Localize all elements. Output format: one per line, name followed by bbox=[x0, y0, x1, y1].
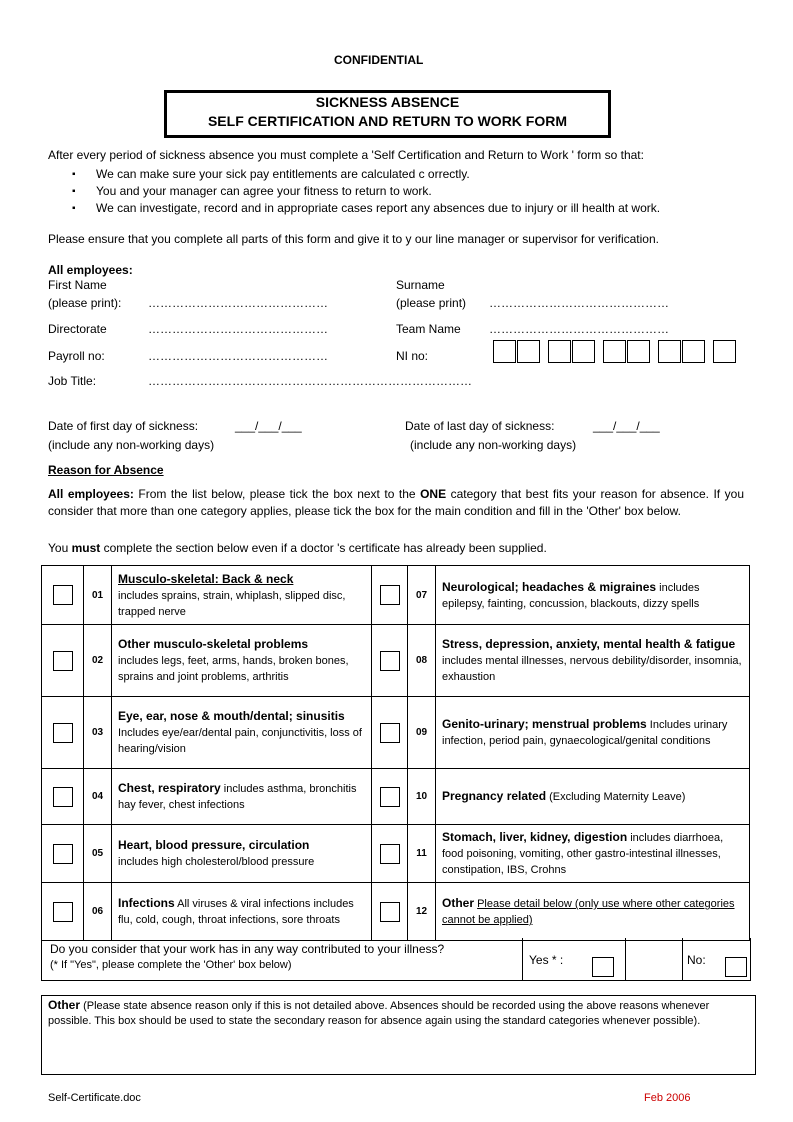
category-number: 03 bbox=[84, 697, 112, 769]
category-checkbox[interactable] bbox=[53, 585, 73, 605]
footer-filename: Self-Certificate.doc bbox=[48, 1092, 141, 1104]
table-row bbox=[42, 883, 750, 941]
category-description bbox=[112, 769, 372, 825]
payroll-field[interactable]: ……………………………………… bbox=[148, 349, 328, 363]
ni-digit-box[interactable] bbox=[493, 340, 516, 363]
contribution-question: Do you consider that your work has in any way contributed to your illness? bbox=[50, 942, 445, 956]
ni-digit-box[interactable] bbox=[627, 340, 650, 363]
category-description bbox=[112, 697, 372, 769]
ni-digit-box[interactable] bbox=[658, 340, 681, 363]
category-heading: Stomach, liver, kidney, digestion bbox=[442, 830, 628, 844]
category-heading: Other bbox=[442, 896, 475, 910]
table-row bbox=[42, 769, 750, 825]
checkbox-cell[interactable] bbox=[372, 883, 408, 941]
surname-field[interactable]: ……………………………………… bbox=[489, 296, 669, 310]
category-heading: Infections bbox=[118, 896, 175, 910]
work-contribution-row bbox=[41, 938, 751, 981]
checkbox-cell[interactable] bbox=[372, 769, 408, 825]
reason-instructions bbox=[48, 486, 744, 519]
category-description bbox=[436, 883, 750, 941]
category-number: 09 bbox=[408, 697, 436, 769]
ni-digit-box[interactable] bbox=[682, 340, 705, 363]
category-detail: includes mental illnesses, nervous debility/disorder, insomnia, exhaustion bbox=[442, 655, 742, 683]
last-day-note: (include any non-working days) bbox=[410, 438, 577, 452]
category-detail: Includes eye/ear/dental pain, conjunctivitis, loss of hearing/vision bbox=[118, 727, 362, 755]
checkbox-cell[interactable] bbox=[372, 566, 408, 625]
category-number: 10 bbox=[408, 769, 436, 825]
checkbox-cell[interactable] bbox=[372, 825, 408, 883]
last-day-field[interactable]: ___/___/___ bbox=[593, 419, 660, 433]
ni-label: NI no: bbox=[396, 349, 429, 363]
checkbox-cell[interactable] bbox=[372, 697, 408, 769]
category-checkbox[interactable] bbox=[380, 651, 400, 671]
reason-one: ONE bbox=[420, 487, 447, 501]
contribution-note: (* If "Yes", please complete the 'Other' box below) bbox=[50, 959, 292, 971]
ensure-text: Please ensure that you complete all parts of this form and give it to y our line manager or supervisor for verification. bbox=[48, 232, 659, 246]
divider bbox=[625, 938, 626, 980]
category-description bbox=[436, 697, 750, 769]
other-text: (Please state absence reason only if this is not detailed above. Absences should be recorded using the above reasons whenever possible. This box should be used to state the secondary reason for absence again using the standard categories whenever possible). bbox=[48, 1000, 710, 1027]
category-description bbox=[112, 825, 372, 883]
category-heading: Musculo-skeletal: Back & neck bbox=[118, 571, 294, 586]
last-day-label: Date of last day of sickness: bbox=[405, 419, 555, 433]
category-number: 04 bbox=[84, 769, 112, 825]
category-number: 06 bbox=[84, 883, 112, 941]
category-heading: Eye, ear, nose & mouth/dental; sinusitis bbox=[118, 709, 345, 723]
no-checkbox[interactable] bbox=[725, 957, 747, 977]
yes-checkbox[interactable] bbox=[592, 957, 614, 977]
team-name-field[interactable]: ……………………………………… bbox=[489, 322, 669, 336]
category-description bbox=[436, 566, 750, 625]
category-checkbox[interactable] bbox=[380, 902, 400, 922]
reason-lead: All employees: bbox=[48, 487, 134, 501]
form-title-line1: SICKNESS ABSENCE bbox=[315, 94, 460, 110]
checkbox-cell[interactable] bbox=[42, 769, 84, 825]
category-detail: Includes urinary infection, period pain, gynaecological/genital conditions bbox=[442, 719, 728, 747]
category-checkbox[interactable] bbox=[53, 787, 73, 807]
form-title-box bbox=[164, 90, 611, 138]
reasons-table bbox=[41, 565, 750, 941]
category-checkbox[interactable] bbox=[53, 651, 73, 671]
category-number: 01 bbox=[84, 566, 112, 625]
surname-label: Surname bbox=[396, 278, 445, 292]
table-row bbox=[42, 697, 750, 769]
category-number: 05 bbox=[84, 825, 112, 883]
must-text-3: complete the section below even if a doctor 's certificate has already been supplied. bbox=[100, 541, 547, 555]
category-number: 08 bbox=[408, 625, 436, 697]
checkbox-cell[interactable] bbox=[42, 625, 84, 697]
divider bbox=[522, 938, 523, 980]
category-number: 11 bbox=[408, 825, 436, 883]
first-name-label-print: (please print): bbox=[48, 296, 122, 310]
intro-bullets bbox=[60, 166, 660, 217]
team-name-label: Team Name bbox=[396, 322, 461, 336]
category-heading: Other musculo-skeletal problems bbox=[118, 637, 309, 651]
first-name-label: First Name bbox=[48, 278, 107, 292]
table-row bbox=[42, 625, 750, 697]
checkbox-cell[interactable] bbox=[42, 825, 84, 883]
other-reason-box[interactable] bbox=[41, 995, 756, 1075]
other-label: Other bbox=[48, 998, 81, 1012]
job-title-label: Job Title: bbox=[48, 374, 97, 388]
category-description bbox=[436, 625, 750, 697]
category-heading: Pregnancy related bbox=[442, 789, 547, 803]
intro-bullet: ▪ You and your manager can agree your fitness to return to work. bbox=[60, 183, 660, 200]
first-name-field[interactable]: ……………………………………… bbox=[148, 296, 328, 310]
category-detail: includes diarrhoea, food poisoning, vomiting, other gastro-intestinal illnesses, constipation, IBS, Crohns bbox=[442, 832, 724, 876]
category-heading: Genito-urinary; menstrual problems bbox=[442, 717, 647, 731]
category-description bbox=[436, 825, 750, 883]
category-number: 02 bbox=[84, 625, 112, 697]
must-text-bold: must bbox=[71, 541, 101, 555]
directorate-label: Directorate bbox=[48, 322, 107, 336]
job-title-field[interactable]: ……………………………………………………………………… bbox=[148, 374, 472, 388]
form-title-line2: SELF CERTIFICATION AND RETURN TO WORK FORM bbox=[207, 113, 568, 129]
first-day-field[interactable]: ___/___/___ bbox=[235, 419, 302, 433]
ni-digit-box[interactable] bbox=[517, 340, 540, 363]
checkbox-cell[interactable] bbox=[42, 697, 84, 769]
reason-text2: category that best fits your reason for absence. If you consider that more than one category applies, please tick the box for the main condition and fill in the 'Other' box below. bbox=[48, 487, 744, 518]
category-detail: Please detail below (only use where other categories cannot be applied) bbox=[442, 898, 735, 926]
category-heading: Stress, depression, anxiety, mental health & fatigue bbox=[442, 637, 736, 651]
confidential-label: CONFIDENTIAL bbox=[334, 53, 424, 67]
table-row bbox=[42, 825, 750, 883]
checkbox-cell[interactable] bbox=[372, 625, 408, 697]
category-number: 07 bbox=[408, 566, 436, 625]
first-day-label: Date of first day of sickness: bbox=[48, 419, 199, 433]
ni-digit-box[interactable] bbox=[713, 340, 736, 363]
category-checkbox[interactable] bbox=[53, 723, 73, 743]
category-heading: Heart, blood pressure, circulation bbox=[118, 838, 310, 852]
category-detail: includes legs, feet, arms, hands, broken bones, sprains and joint problems, arthritis bbox=[118, 655, 349, 683]
category-description bbox=[436, 769, 750, 825]
category-checkbox[interactable] bbox=[53, 902, 73, 922]
directorate-field[interactable]: ……………………………………… bbox=[148, 322, 328, 336]
category-detail: includes high cholesterol/blood pressure bbox=[118, 856, 315, 868]
ni-digit-box[interactable] bbox=[572, 340, 595, 363]
category-detail: includes epilepsy, fainting, concussion, blackouts, dizzy spells bbox=[442, 581, 700, 610]
category-checkbox[interactable] bbox=[53, 844, 73, 864]
category-detail: includes asthma, bronchitis hay fever, chest infections bbox=[118, 783, 357, 811]
category-detail: All viruses & viral infections includes flu, cold, cough, throat infections, sore throats bbox=[118, 898, 354, 926]
table-row bbox=[42, 566, 750, 625]
category-description bbox=[112, 625, 372, 697]
intro-text: After every period of sickness absence you must complete a 'Self Certification and Return to Work ' form so that: bbox=[48, 148, 644, 162]
category-heading: Chest, respiratory bbox=[118, 781, 221, 795]
must-complete-text bbox=[48, 541, 547, 555]
category-checkbox[interactable] bbox=[380, 787, 400, 807]
first-day-note: (include any non-working days) bbox=[48, 438, 215, 452]
intro-bullet: ▪ We can make sure your sick pay entitlements are calculated c orrectly. bbox=[60, 166, 660, 183]
payroll-label: Payroll no: bbox=[48, 349, 105, 363]
must-text-1: You bbox=[48, 541, 72, 555]
divider bbox=[682, 938, 683, 980]
ni-digit-box[interactable] bbox=[603, 340, 626, 363]
other-instructions bbox=[48, 998, 728, 1029]
checkbox-cell[interactable] bbox=[42, 883, 84, 941]
category-description bbox=[112, 883, 372, 941]
category-number: 12 bbox=[408, 883, 436, 941]
surname-label-print: (please print) bbox=[396, 296, 467, 310]
employees-heading: All employees: bbox=[48, 263, 133, 277]
ni-digit-box[interactable] bbox=[548, 340, 571, 363]
category-checkbox[interactable] bbox=[380, 585, 400, 605]
intro-bullet: ▪ We can investigate, record and in appropriate cases report any absences due to injury or ill health at work. bbox=[60, 200, 660, 217]
no-label: No: bbox=[687, 953, 706, 967]
checkbox-cell[interactable] bbox=[42, 566, 84, 625]
footer-date: Feb 2006 bbox=[644, 1092, 691, 1104]
category-description bbox=[112, 566, 372, 625]
reason-text: From the list below, please tick the box next to the bbox=[133, 487, 421, 501]
yes-label: Yes * : bbox=[529, 953, 564, 967]
category-detail: (Excluding Maternity Leave) bbox=[549, 791, 686, 803]
category-heading: Neurological; headaches & migraines bbox=[442, 579, 657, 594]
category-checkbox[interactable] bbox=[380, 844, 400, 864]
reason-heading: Reason for Absence bbox=[48, 463, 164, 477]
category-checkbox[interactable] bbox=[380, 723, 400, 743]
category-detail: includes sprains, strain, whiplash, slipped disc, trapped nerve bbox=[118, 589, 346, 618]
